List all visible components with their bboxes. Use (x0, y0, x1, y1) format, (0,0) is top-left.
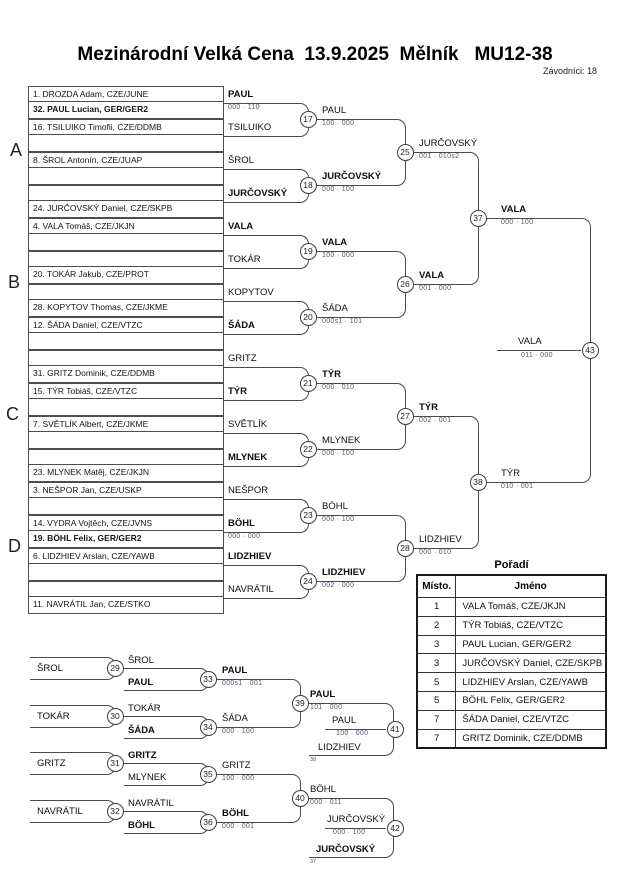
score-label: 010 · 001 (501, 483, 534, 490)
entry-name-bottom (29, 168, 223, 183)
standings-place: 3 (417, 654, 456, 673)
standings-player: LIDZHIEV Arslan, CZE/YAWB (456, 673, 606, 692)
winner-label: ŠROL (228, 154, 254, 166)
entry-name-bottom: 11. NAVRÁTIL Jan, CZE/STKO (33, 599, 151, 609)
entry-name-top: 8. ŠROL Antonín, CZE/JUAP (29, 153, 223, 168)
score-label: 000 · 010 (419, 549, 452, 556)
score-label: 100 · 000 (222, 775, 255, 782)
match-circle: 27 (397, 408, 414, 425)
standings-place: 7 (417, 729, 456, 748)
match-circle: 36 (200, 814, 217, 831)
entry-name-top: 1. DROZDA Adam, CZE/JUNE (29, 87, 223, 102)
score-label: 000 · 100 (322, 516, 355, 523)
score-label: 001 · 000 (419, 285, 452, 292)
standings-row (417, 616, 606, 635)
standings-player: GRITZ Dominik, CZE/DDMB (456, 729, 606, 748)
entry-box (28, 152, 224, 185)
entry-name-bottom (29, 399, 223, 414)
entry-name-top (29, 252, 223, 267)
connector-line (224, 235, 309, 253)
standings-player: BÖHL Felix, GER/GER2 (456, 691, 606, 710)
winner-label: PAUL (322, 105, 347, 116)
entry-box (28, 251, 224, 284)
entry-box (28, 284, 224, 317)
section-label: A (10, 140, 23, 160)
player-label: JURČOVSKÝ (316, 844, 376, 855)
player-label: MLYNEK (128, 772, 167, 783)
winner-label: JURČOVSKÝ (419, 138, 478, 149)
connector-line (224, 433, 309, 451)
player-label: BÖHL (128, 820, 155, 831)
match-circle: 42 (387, 820, 404, 837)
winner-label: BÖHL (228, 517, 255, 529)
entry-box (28, 119, 224, 152)
entry-name-top (29, 285, 223, 300)
entry-box (28, 185, 224, 218)
entry-name-top (29, 351, 223, 366)
score-label: 100 · 000 (336, 730, 369, 737)
entry-box (28, 350, 224, 383)
match-circle: 41 (387, 721, 404, 738)
standings-row (417, 691, 606, 710)
player-label: GRITZ (128, 750, 157, 761)
score-label: 000 · 011 (310, 799, 342, 806)
match-circle: 26 (397, 276, 414, 293)
entry-name-bottom (29, 135, 223, 150)
match-circle: 40 (292, 790, 309, 807)
winner-label: GRITZ (222, 760, 251, 771)
winner-label: LIDZHIEV (419, 534, 462, 545)
winner-label: ŠÁDA (222, 713, 248, 724)
match-circle: 43 (582, 342, 599, 359)
connector-line (224, 301, 309, 319)
player-label: PAUL (128, 677, 154, 688)
winner-label: PAUL (228, 88, 254, 100)
winner-label: GRITZ (228, 352, 257, 364)
standings-table (416, 574, 607, 749)
entry-name-bottom: 31. GRITZ Dominik, CZE/DDMB (33, 368, 155, 378)
entry-box (28, 548, 224, 581)
score-label: 011 · 000 (521, 352, 553, 359)
entrant-label: TOKÁR (37, 711, 70, 722)
connector-line (224, 367, 309, 385)
entry-name-top (29, 582, 223, 597)
match-circle: 17 (300, 111, 317, 128)
entry-name-top: 14. VYDRA Vojtěch, CZE/JVNS (29, 516, 223, 531)
standings-place: 5 (417, 673, 456, 692)
winner-label: VALA (518, 336, 542, 347)
entry-name-bottom (29, 432, 223, 447)
score-label: 001 · 010s2 (419, 153, 460, 160)
score-label: 000 · 100 (322, 186, 355, 193)
match-circle: 19 (300, 243, 317, 260)
entry-name-bottom (29, 234, 223, 249)
winner-label: NEŠPOR (228, 484, 269, 496)
score-label: 002 · 000 (322, 582, 355, 589)
match-circle: 39 (292, 695, 309, 712)
match-circle: 38 (470, 474, 487, 491)
standings-row (417, 654, 606, 673)
connector-line (224, 565, 309, 583)
match-circle: 30 (107, 708, 124, 725)
score-label: 000 · 001 (222, 823, 255, 830)
section-label: C (6, 404, 19, 424)
entry-box (28, 317, 224, 350)
winner-label: VALA (419, 270, 445, 281)
score-label: 000 · 100 (333, 829, 366, 836)
winner-label: TOKÁR (228, 253, 261, 265)
match-circle: 32 (107, 803, 124, 820)
winner-label: LIDZHIEV (322, 567, 366, 578)
connector-line (224, 169, 309, 187)
match-circle: 25 (397, 144, 414, 161)
entry-name-bottom (29, 498, 223, 513)
winner-label: MLYNEK (322, 435, 361, 446)
entry-box (28, 383, 224, 416)
entry-name-top: 7. SVĚTLÍK Albert, CZE/JKME (29, 417, 223, 432)
entry-name-bottom: 24. JURČOVSKÝ Daniel, CZE/SKPB (33, 203, 173, 213)
match-circle: 34 (200, 719, 217, 736)
winner-label: TSILUIKO (228, 121, 272, 133)
standings-row (417, 598, 606, 617)
standings-player: PAUL Lucian, GER/GER2 (456, 635, 606, 654)
player-label: LIDZHIEV (318, 742, 361, 753)
match-circle: 24 (300, 573, 317, 590)
score-label: 000 · 100 (222, 728, 255, 735)
standings-player: JURČOVSKÝ Daniel, CZE/SKPB (456, 654, 606, 673)
standings-row (417, 635, 606, 654)
winner-label: BÖHL (222, 808, 249, 819)
entry-box (28, 449, 224, 482)
winner-label: JURČOVSKÝ (228, 187, 288, 199)
standings-row (417, 710, 606, 729)
entry-name-top: 4. VALA Tomáš, CZE/JKJN (29, 219, 223, 234)
winner-label: PAUL (310, 689, 336, 700)
match-circle: 31 (107, 755, 124, 772)
connector-line (414, 416, 479, 483)
standings-row (417, 673, 606, 692)
winner-label: ŠÁDA (322, 303, 348, 314)
winner-label: TÝR (322, 369, 341, 380)
winner-label: JURČOVSKÝ (322, 171, 382, 182)
entry-box (28, 416, 224, 449)
score-label: 000s1 · 101 (322, 318, 363, 325)
winner-label: SVĚTLÍK (228, 418, 268, 430)
entrant-label: GRITZ (37, 758, 66, 769)
score-label: 000s1 · 001 (222, 680, 263, 687)
score-label: 000 · 010 (322, 384, 355, 391)
player-label: NAVRÁTIL (128, 798, 174, 809)
connector-line (414, 152, 479, 219)
entry-name-bottom (29, 333, 223, 348)
entry-name-bottom: 19. BÖHL Felix, GER/GER2 (33, 533, 142, 543)
score-label: 002 · 001 (419, 417, 452, 424)
entry-name-bottom (29, 564, 223, 579)
winner-label: LIDZHIEV (228, 550, 272, 562)
match-circle: 18 (300, 177, 317, 194)
standings-player: TÝR Tobiáš, CZE/VTZC (456, 616, 606, 635)
entry-name-top: 16. TSILUIKO Timofii, CZE/DDMB (29, 120, 223, 135)
match-circle: 22 (300, 441, 317, 458)
entry-name-top: 15. TÝR Tobiáš, CZE/VTZC (29, 384, 223, 399)
standings-row (417, 729, 606, 748)
standings-header-place: Místo. (417, 575, 456, 598)
entry-name-bottom: 23. MLYNEK Matěj, CZE/JKJN (33, 467, 150, 477)
winner-label: TÝR (501, 468, 520, 479)
entry-name-bottom: 28. KOPYTOV Thomas, CZE/JKME (33, 302, 168, 312)
winner-label: MLYNEK (228, 451, 268, 463)
section-label: B (8, 272, 21, 292)
match-circle: 20 (300, 309, 317, 326)
match-circle: 35 (200, 766, 217, 783)
score-label: 100 · 000 (322, 252, 355, 259)
connector-line (487, 218, 591, 351)
entry-box (28, 482, 224, 515)
winner-label: TÝR (419, 402, 438, 413)
connector-line (497, 350, 581, 351)
entrant-label: NAVRÁTIL (37, 806, 83, 817)
match-circle: 21 (300, 375, 317, 392)
standings-place: 2 (417, 616, 456, 635)
connector-line (224, 499, 309, 517)
standings-place: 7 (417, 710, 456, 729)
standings-place: 3 (417, 635, 456, 654)
score-label: 000 · 000 (228, 532, 261, 540)
section-label: D (8, 536, 21, 556)
winner-label: VALA (322, 237, 348, 248)
winner-label: PAUL (222, 665, 248, 676)
score-label: 000 · 100 (501, 219, 534, 226)
match-circle: 37 (470, 210, 487, 227)
winner-label: VALA (228, 220, 254, 232)
match-circle: 33 (200, 671, 217, 688)
match-circle: 23 (300, 507, 317, 524)
tournament-title: Mezinárodní Velká Cena 13.9.2025 Mělník MU12-38 (77, 44, 553, 65)
entrant-label: ŠROL (37, 663, 63, 674)
source-match-number: 37 (310, 859, 317, 865)
entry-name-top: 3. NEŠPOR Jan, CZE/USKP (29, 483, 223, 498)
winner-label: KOPYTOV (228, 286, 274, 298)
entry-box (28, 515, 224, 548)
standings-place: 1 (417, 598, 456, 617)
winner-label: BÖHL (310, 784, 336, 795)
winner-label: BÖHL (322, 501, 348, 512)
standings-panel (416, 559, 607, 749)
entry-name-bottom: 32. PAUL Lucian, GER/GER2 (33, 104, 148, 114)
winner-label: PAUL (332, 715, 357, 726)
connector-line (487, 350, 591, 483)
player-label: TOKÁR (128, 703, 161, 714)
match-circle: 28 (397, 540, 414, 557)
score-label: 000 · 100 (322, 450, 355, 457)
entry-box (28, 86, 224, 119)
match-circle: 29 (107, 660, 124, 677)
winner-label: NAVRÁTIL (228, 583, 274, 595)
entry-box (28, 581, 224, 614)
source-match-number: 38 (310, 757, 317, 763)
entry-box (28, 218, 224, 251)
entry-name-top: 12. ŠÁDA Daniel, CZE/VTZC (29, 318, 223, 333)
score-label: 101 · 000 (310, 704, 343, 711)
entry-name-top: 6. LIDZHIEV Arslan, CZE/YAWB (29, 549, 223, 564)
winner-label: TÝR (228, 385, 247, 397)
entry-name-bottom: 20. TOKÁR Jakub, CZE/PROT (33, 269, 149, 279)
player-label: ŠROL (128, 655, 154, 666)
player-label: ŠÁDA (128, 725, 155, 736)
entry-name-top (29, 186, 223, 201)
standings-header-name: Jméno (456, 575, 606, 598)
standings-player: ŠÁDA Daniel, CZE/VTZC (456, 710, 606, 729)
players-count: Závodníci: 18 (542, 66, 597, 76)
standings-title: Pořadí (494, 559, 529, 571)
standings-player: VALA Tomáš, CZE/JKJN (456, 598, 606, 617)
score-label: 000 · 110 (228, 103, 260, 111)
winner-label: JURČOVSKÝ (327, 814, 386, 825)
standings-place: 5 (417, 691, 456, 710)
winner-label: ŠÁDA (228, 319, 255, 331)
winner-label: VALA (501, 204, 527, 215)
entry-name-top (29, 450, 223, 465)
score-label: 100 · 000 (322, 120, 355, 127)
